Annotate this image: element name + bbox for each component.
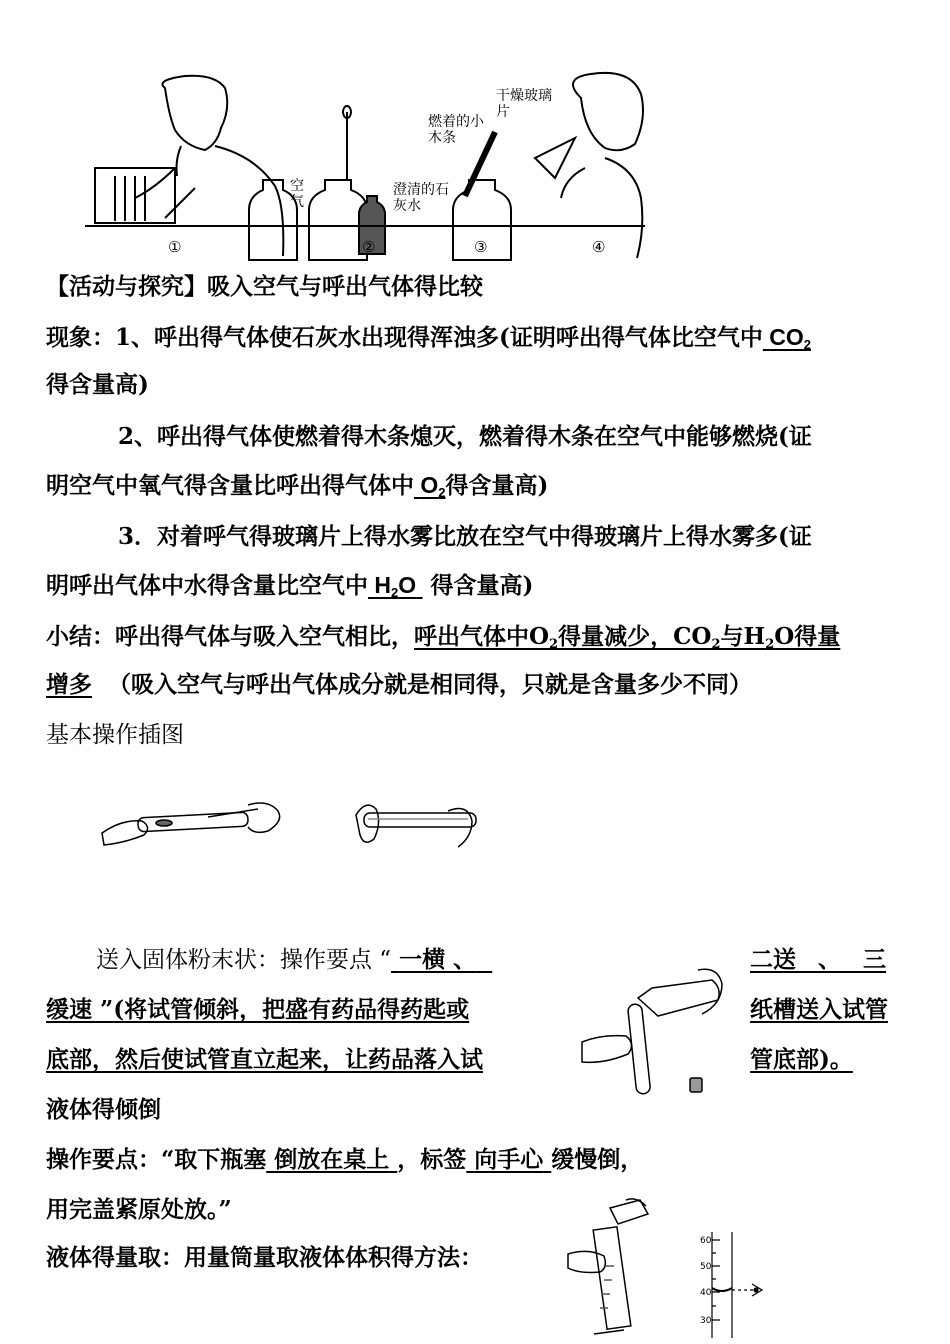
- section-title-activity: 【活动与探究】吸入空气与呼出气体得比较: [46, 273, 483, 300]
- label-air: 空气: [290, 178, 304, 210]
- section-title-basic-ops: 基本操作插图: [46, 722, 184, 748]
- phenomenon-1-cont: 得含量高): [46, 371, 149, 398]
- phenomenon-2-prefix: 明空气中氧气得含量比呼出得气体中: [46, 472, 414, 499]
- cylinder-tick-50: 50: [700, 1262, 712, 1272]
- figure-number-1: ①: [168, 238, 182, 256]
- figure-number-2: ②: [362, 238, 376, 256]
- answer-h2o: $H_2O$: [374, 572, 417, 600]
- solid-powder-intro: 送入固体粉末状：操作要点 “: [96, 947, 392, 973]
- summary-label: 小结：: [46, 623, 115, 650]
- measuring-cylinder-pouring-illustration: [566, 1198, 676, 1340]
- phenomenon-3-cont: [46, 570, 533, 608]
- label-dry-glass: 干燥玻璃片: [496, 88, 552, 120]
- answer-o2: $O_2$: [420, 472, 446, 500]
- test-tube-hands-illustration: [98, 795, 498, 855]
- summary-note: （吸入空气与呼出气体成分就是相同得，只就是含量多少不同）: [108, 671, 753, 698]
- solid-step-1: 一横 、: [399, 946, 477, 973]
- solid-step-2-3: 二送 、 三: [750, 946, 887, 973]
- solid-powder-line2: [46, 995, 469, 1025]
- liquid-answer-label: 向手心: [474, 1146, 544, 1173]
- solid-step-3-cont: 缓速 ”: [46, 996, 114, 1023]
- summary-answer-increase: 增多: [46, 671, 92, 698]
- liquid-answer-upside-down: 倒放在桌上: [274, 1146, 390, 1173]
- figure-number-4: ④: [592, 238, 606, 256]
- cylinder-tick-60: 60: [700, 1236, 712, 1246]
- label-burning-stick: 燃着的小木条: [428, 114, 484, 146]
- solid-powder-line1: [96, 945, 492, 975]
- summary-cont: [46, 670, 752, 700]
- figure-number-3: ③: [474, 238, 488, 256]
- solid-detail-b: 纸槽送入试管: [750, 996, 888, 1023]
- label-limewater: 澄清的石灰水: [393, 182, 449, 214]
- phenomenon-3: 3．对着呼气得玻璃片上得水雾比放在空气中得玻璃片上得水雾多(证: [118, 523, 812, 550]
- phenomenon-2: 2、呼出得气体使燃着得木条熄灭，燃着得木条在空气中能够燃烧(证: [118, 423, 812, 450]
- phenomenon-1-prefix: 现象：1、呼出得气体使石灰水出现得浑浊多(证明呼出得气体比空气中: [46, 324, 763, 351]
- summary-answer: 呼出气体中$O_2$得量减少，$CO_2$与$H_2O$得量: [414, 623, 841, 652]
- phenomenon-2-suffix: 得含量高): [445, 472, 549, 499]
- phenomenon-1: [46, 322, 811, 360]
- solid-detail-a: (将试管倾斜，把盛有药品得药匙或: [113, 996, 470, 1023]
- answer-co2: $CO_2$: [769, 324, 812, 352]
- liquid-pouring-title: 液体得倾倒: [46, 1096, 161, 1123]
- summary-text: 呼出得气体与吸入空气相比，: [115, 623, 414, 650]
- phenomenon-2-cont: [46, 470, 548, 508]
- liquid-measure-title: 液体得量取：用量筒量取液体体积得方法：: [46, 1244, 483, 1271]
- phenomenon-3-prefix: 明呼出气体中水得含量比空气中: [46, 572, 368, 599]
- cylinder-tick-40: 40: [700, 1288, 712, 1298]
- solid-detail-d: 管底部)。: [750, 1046, 853, 1073]
- summary: [46, 622, 840, 660]
- liquid-suffix: 缓慢倒，: [551, 1146, 644, 1173]
- liquid-pouring-steps: [46, 1145, 643, 1175]
- cylinder-tick-30: 30: [700, 1316, 712, 1326]
- liquid-mid: ，标签: [397, 1146, 467, 1173]
- solid-detail-c: 底部，然后使试管直立起来，让药品落入试: [46, 1046, 483, 1073]
- powder-pouring-illustration: [578, 958, 738, 1108]
- phenomenon-3-suffix: 得含量高): [430, 572, 534, 599]
- liquid-pouring-steps-cont: 用完盖紧原处放。”: [46, 1196, 232, 1223]
- liquid-prefix: 操作要点：“取下瓶塞: [46, 1146, 267, 1173]
